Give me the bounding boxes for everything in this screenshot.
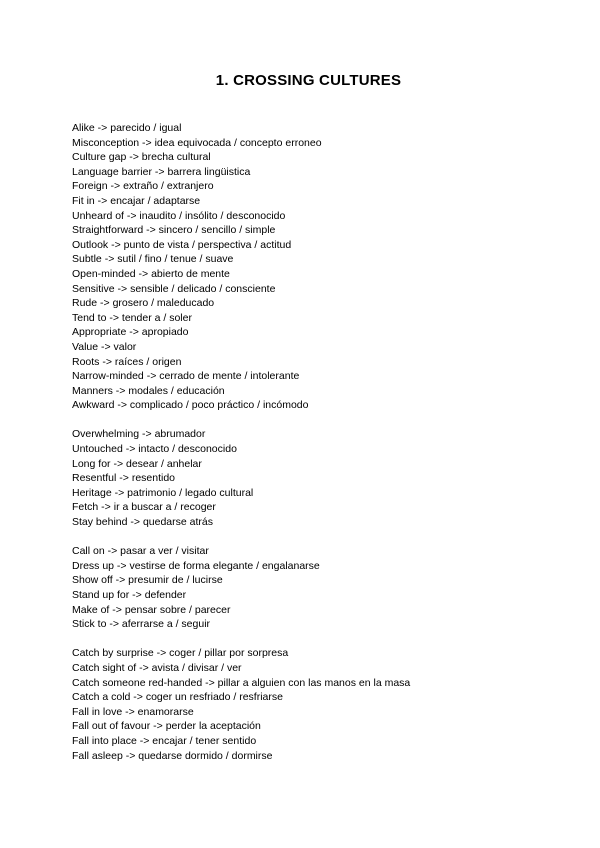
vocab-entry	[72, 325, 410, 340]
vocab-meaning: idea equivocada / concepto erroneo	[154, 136, 322, 149]
group-separator	[72, 413, 410, 428]
vocab-entry	[72, 457, 410, 472]
vocab-meaning: grosero / maleducado	[112, 297, 215, 310]
vocab-entry	[72, 355, 410, 370]
vocab-entry	[72, 340, 410, 355]
vocab-meaning: sensible / delicado / consciente	[130, 282, 276, 295]
vocab-entry	[72, 398, 410, 413]
arrow-separator: ->	[101, 253, 118, 266]
vocab-entry	[72, 384, 410, 399]
arrow-separator: ->	[99, 355, 115, 368]
arrow-separator: ->	[94, 194, 111, 207]
arrow-separator: ->	[108, 238, 124, 251]
arrow-separator: ->	[143, 224, 159, 237]
vocabulary-list	[72, 121, 410, 763]
vocab-meaning: abrumador	[154, 428, 206, 441]
vocab-term: Fall asleep	[72, 749, 123, 762]
arrow-separator: ->	[126, 151, 142, 164]
vocab-entry	[72, 121, 410, 136]
vocab-meaning: cerrado de mente / intolerante	[159, 370, 300, 383]
vocab-meaning: tender a / soler	[121, 311, 192, 324]
arrow-separator: ->	[106, 618, 122, 631]
vocab-entry	[72, 646, 410, 661]
vocab-entry	[72, 471, 410, 486]
vocab-entry	[72, 223, 410, 238]
arrow-separator: ->	[112, 574, 129, 587]
vocab-term: Long for	[72, 457, 111, 470]
vocab-entry	[72, 559, 410, 574]
vocab-meaning: sincero / sencillo / simple	[158, 224, 276, 237]
vocab-term: Open-minded	[72, 267, 136, 280]
vocab-meaning: desear / anhelar	[126, 457, 202, 470]
vocab-term: Awkward	[72, 399, 115, 412]
vocab-term: Subtle	[72, 253, 102, 266]
vocab-entry	[72, 486, 410, 501]
vocab-entry	[72, 369, 410, 384]
vocab-term: Dress up	[72, 559, 115, 572]
vocab-term: Stand up for	[72, 589, 130, 601]
vocab-term: Roots	[72, 355, 100, 368]
vocab-entry	[72, 252, 410, 267]
vocab-term: Unheard of	[72, 209, 124, 222]
vocab-term: Culture gap	[72, 151, 127, 164]
vocab-term: Fall in love	[72, 705, 123, 718]
vocab-entry	[72, 165, 410, 180]
vocab-term: Stay behind	[72, 516, 128, 529]
vocab-meaning: pensar sobre / parecer	[124, 603, 231, 616]
vocab-meaning: avista / divisar / ver	[151, 661, 242, 674]
vocab-term: Foreign	[72, 180, 108, 193]
vocab-meaning: punto de vista / perspectiva / actitud	[123, 238, 292, 251]
vocab-meaning: resentido	[131, 472, 176, 485]
vocab-term: Overwhelming	[72, 428, 140, 441]
vocab-meaning: patrimonio / legado cultural	[127, 486, 254, 499]
vocab-meaning: pasar a ver / visitar	[120, 545, 209, 558]
arrow-separator: ->	[110, 457, 126, 470]
arrow-separator: ->	[150, 720, 166, 733]
arrow-separator: ->	[122, 705, 138, 718]
vocab-term: Stick to	[72, 618, 107, 631]
arrow-separator: ->	[114, 282, 131, 295]
vocab-entry	[72, 267, 410, 282]
vocab-entry	[72, 573, 410, 588]
arrow-separator: ->	[143, 370, 160, 383]
vocab-term: Tend to	[72, 311, 107, 324]
arrow-separator: ->	[136, 734, 153, 747]
arrow-separator: ->	[97, 297, 113, 310]
arrow-separator: ->	[98, 501, 114, 514]
group-separator	[72, 632, 410, 647]
vocab-entry	[72, 690, 410, 705]
arrow-separator: ->	[123, 209, 140, 222]
arrow-separator: ->	[116, 472, 132, 485]
vocab-term: Catch someone red-handed	[72, 676, 203, 689]
vocab-entry	[72, 238, 410, 253]
arrow-separator: ->	[114, 399, 130, 412]
vocab-entry	[72, 209, 410, 224]
vocab-meaning: quedarse dormido / dormirse	[138, 749, 273, 762]
vocab-meaning: complicado / poco práctico / incómodo	[129, 399, 309, 412]
vocab-entry	[72, 179, 410, 194]
vocab-term: Rude	[72, 297, 98, 310]
arrow-separator: ->	[130, 691, 146, 704]
vocab-entry	[72, 296, 410, 311]
arrow-separator: ->	[122, 749, 139, 762]
vocab-term: Fetch	[72, 501, 99, 514]
vocab-term: Outlook	[72, 238, 109, 251]
arrow-separator: ->	[202, 676, 218, 689]
vocab-meaning: sutil / fino / tenue / suave	[117, 253, 234, 266]
vocab-meaning: modales / educación	[128, 384, 225, 397]
vocab-meaning: defender	[144, 589, 187, 601]
vocab-term: Untouched	[72, 443, 123, 456]
vocab-entry	[72, 617, 410, 632]
vocab-meaning: intacto / desconocido	[138, 443, 237, 456]
vocab-meaning: parecido / igual	[110, 122, 182, 134]
vocab-term: Value	[72, 340, 99, 353]
vocab-entry	[72, 442, 410, 457]
vocab-entry	[72, 603, 410, 618]
vocab-entry	[72, 676, 410, 691]
vocab-term: Catch sight of	[72, 661, 137, 674]
arrow-separator: ->	[106, 311, 122, 324]
vocab-term: Appropriate	[72, 326, 127, 339]
vocab-term: Catch by surprise	[72, 647, 154, 660]
vocab-entry	[72, 194, 410, 209]
arrow-separator: ->	[153, 647, 170, 660]
arrow-separator: ->	[94, 122, 111, 134]
arrow-separator: ->	[126, 326, 142, 339]
vocab-meaning: pillar a alguien con las manos en la masa	[217, 676, 411, 689]
vocab-meaning: coger / pillar por sorpresa	[169, 647, 289, 660]
arrow-separator: ->	[109, 603, 125, 616]
arrow-separator: ->	[98, 340, 114, 353]
arrow-separator: ->	[114, 559, 130, 572]
vocab-meaning: inaudito / insólito / desconocido	[139, 209, 286, 222]
arrow-separator: ->	[129, 589, 145, 601]
vocab-entry	[72, 719, 410, 734]
vocab-meaning: perder la aceptación	[165, 720, 261, 733]
vocab-term: Manners	[72, 384, 113, 397]
vocab-meaning: barrera lingüistica	[167, 165, 251, 178]
arrow-separator: ->	[112, 384, 129, 397]
vocab-meaning: raíces / origen	[114, 355, 182, 368]
arrow-separator: ->	[136, 661, 152, 674]
vocab-meaning: enamorarse	[137, 705, 194, 718]
group-separator	[72, 530, 410, 545]
vocab-meaning: brecha cultural	[141, 151, 211, 164]
vocab-term: Resentful	[72, 472, 117, 485]
vocab-entry	[72, 427, 410, 442]
vocab-term: Alike	[72, 122, 95, 134]
vocab-meaning: encajar / adaptarse	[110, 194, 201, 207]
arrow-separator: ->	[122, 443, 139, 456]
vocab-term: Call on	[72, 545, 105, 558]
vocab-meaning: quedarse atrás	[142, 516, 213, 529]
vocab-entry	[72, 500, 410, 515]
vocab-entry	[72, 150, 410, 165]
vocab-term: Sensitive	[72, 282, 115, 295]
arrow-separator: ->	[127, 516, 143, 529]
vocab-meaning: valor	[113, 340, 137, 353]
vocab-meaning: coger un resfriado / resfriarse	[145, 691, 283, 704]
arrow-separator: ->	[139, 136, 155, 149]
vocab-meaning: aferrarse a / seguir	[121, 618, 211, 631]
vocab-entry	[72, 734, 410, 749]
vocab-term: Fit in	[72, 194, 95, 207]
vocab-meaning: extraño / extranjero	[123, 180, 214, 193]
vocab-term: Fall into place	[72, 734, 137, 747]
vocab-entry	[72, 136, 410, 151]
vocab-meaning: abierto de mente	[151, 267, 230, 280]
vocab-meaning: apropiado	[141, 326, 189, 339]
vocab-entry	[72, 705, 410, 720]
vocab-term: Heritage	[72, 486, 112, 499]
vocab-term: Misconception	[72, 136, 140, 149]
vocab-entry	[72, 515, 410, 530]
vocab-meaning: ir a buscar a / recoger	[113, 501, 216, 514]
arrow-separator: ->	[111, 486, 128, 499]
vocab-entry	[72, 661, 410, 676]
vocab-entry	[72, 311, 410, 326]
vocab-term: Show off	[72, 574, 113, 587]
arrow-separator: ->	[104, 545, 121, 558]
page-title: 1. CROSSING CULTURES	[215, 72, 402, 89]
vocab-entry	[72, 544, 410, 559]
vocab-term: Catch a cold	[72, 691, 131, 704]
arrow-separator: ->	[139, 428, 155, 441]
arrow-separator: ->	[107, 180, 124, 193]
vocab-term: Straightforward	[72, 224, 144, 237]
vocab-term: Make of	[72, 603, 110, 616]
vocab-term: Narrow-minded	[72, 370, 144, 383]
arrow-separator: ->	[151, 165, 168, 178]
vocab-entry	[72, 749, 410, 764]
vocab-entry	[72, 282, 410, 297]
vocab-term: Language barrier	[72, 165, 152, 178]
vocab-term: Fall out of favour	[72, 720, 151, 733]
vocab-meaning: presumir de / lucirse	[128, 574, 223, 587]
arrow-separator: ->	[135, 267, 152, 280]
vocab-entry	[72, 588, 410, 603]
vocab-meaning: vestirse de forma elegante / engalanarse	[129, 559, 320, 572]
vocab-meaning: encajar / tener sentido	[152, 734, 257, 747]
